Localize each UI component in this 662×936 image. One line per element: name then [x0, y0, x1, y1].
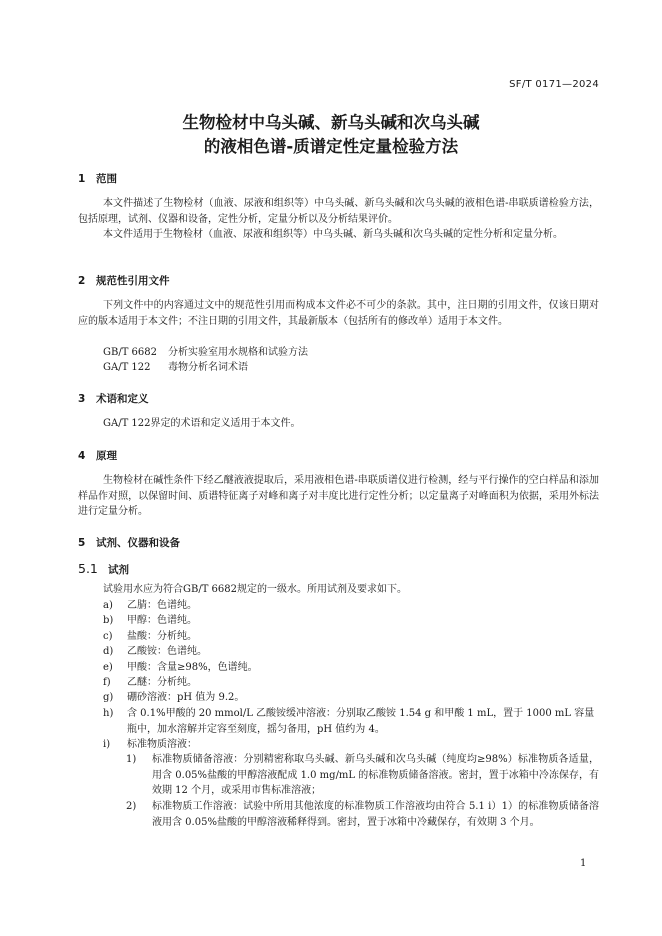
section-title: 试剂、仪器和设备 — [96, 537, 180, 549]
section-1-paragraph-2: 本文件适用于生物检材（血液、尿液和组织等）中乌头碱、新乌头碱和次乌头碱的定性分析和定量分析。 — [103, 229, 563, 240]
list-item — [103, 690, 599, 706]
list-item — [103, 660, 599, 676]
reference-code: GB/T 6682 — [103, 347, 158, 358]
page-number: 1 — [580, 858, 587, 869]
document-title-line-1: 生物检材中乌头碱、新乌头碱和次乌头碱 — [182, 113, 480, 132]
list-text: 乙醚：分析纯。 — [127, 677, 197, 688]
section-5-heading — [78, 535, 180, 550]
list-marker: a) — [103, 600, 113, 611]
section-4-heading — [78, 448, 117, 463]
list-item — [103, 598, 599, 614]
list-marker: e) — [103, 662, 113, 673]
section-1-paragraph-1: 本文件描述了生物检材（血液、尿液和组织等）中乌头碱、新乌头碱和次乌头碱的液相色谱-串联质谱检验方法，包括原理，试剂、仪器和设备，定性分析，定量分析以及分析结果评价。 — [78, 198, 599, 225]
list-marker: c) — [103, 631, 113, 642]
sub-list-item — [126, 752, 599, 799]
list-item — [103, 613, 599, 629]
section-title: 规范性引用文件 — [96, 275, 170, 287]
list-marker: h) — [103, 708, 114, 719]
reference-code: GA/T 122 — [103, 362, 151, 373]
section-number: 1 — [78, 173, 86, 185]
document-title-line-2: 的液相色谱-质谱定性定量检验方法 — [203, 137, 459, 156]
list-text: 标准物质溶液： — [127, 739, 197, 750]
list-item — [103, 629, 599, 645]
list-text: 硼砂溶液：pH 值为 9.2。 — [127, 692, 245, 703]
section-number: 2 — [78, 275, 86, 287]
reference-title: 毒物分析名词术语 — [168, 362, 248, 373]
list-item — [103, 706, 599, 737]
sub-list-item — [126, 799, 599, 830]
standard-number: SF/T 0171—2024 — [509, 79, 599, 90]
section-4-paragraph-1: 生物检材在碱性条件下经乙醚液液提取后，采用液相色谱-串联质谱仪进行检测，经与平行操作的空白样品和添加样品作对照，以保留时间、质谱特征离子对峰和离子对丰度比进行定性分析；以定量离子对峰面积为依据，采用外标法进行定量分析。 — [78, 475, 599, 517]
list-item — [103, 737, 599, 753]
list-marker: g) — [103, 692, 114, 703]
list-marker: f) — [103, 677, 111, 688]
section-1-heading — [78, 171, 117, 186]
section-number: 4 — [78, 450, 86, 462]
list-text: 甲醇：色谱纯。 — [127, 615, 197, 626]
list-item — [103, 675, 599, 691]
section-title: 术语和定义 — [96, 393, 149, 405]
list-marker: d) — [103, 646, 114, 657]
list-text: 标准物质储备溶液：分别精密称取乌头碱、新乌头碱和次乌头碱（纯度均≥98%）标准物质各适量，用含 0.05%盐酸的甲醇溶液配成 1.0 mg/mL 的标准物质储备溶液。密封，置于冰箱中冷冻保存，有效期 12 个月，或采用市售标准溶液； — [152, 754, 599, 796]
list-text: 乙腈：色谱纯。 — [127, 600, 197, 611]
list-text: 乙酸铵：色谱纯。 — [127, 646, 207, 657]
section-5-1-heading — [78, 561, 129, 577]
list-marker: i) — [103, 739, 111, 750]
section-3-heading — [78, 391, 149, 406]
list-marker: b) — [103, 615, 114, 626]
list-text: 含 0.1%甲酸的 20 mmol/L 乙酸铵缓冲溶液：分别取乙酸铵 1.54 g 和甲酸 1 mL，置于 1000 mL 容量瓶中，加水溶解并定容至刻度，摇匀备用，pH 值约为 4。 — [127, 708, 595, 735]
section-2-heading — [78, 273, 170, 288]
reagents-intro: 试验用水应为符合GB/T 6682规定的一级水。所用试剂及要求如下。 — [103, 584, 408, 595]
list-text: 盐酸：分析纯。 — [127, 631, 197, 642]
section-number: 5 — [78, 537, 86, 549]
reference-title: 分析实验室用水规格和试验方法 — [168, 347, 308, 358]
normative-reference — [103, 360, 248, 376]
list-marker: 2) — [126, 801, 137, 812]
section-2-paragraph-1: 下列文件中的内容通过文中的规范性引用而构成本文件必不可少的条款。其中，注日期的引用文件，仅该日期对应的版本适用于本文件；不注日期的引用文件，其最新版本（包括所有的修改单）适用于本文件。 — [78, 300, 599, 327]
normative-reference — [103, 345, 308, 361]
section-number: 3 — [78, 393, 86, 405]
section-3-paragraph-1: GA/T 122界定的术语和定义适用于本文件。 — [103, 418, 301, 429]
section-title: 范围 — [96, 173, 117, 185]
list-text: 标准物质工作溶液：试验中所用其他浓度的标准物质工作溶液均由符合 5.1 i）1）的标准物质储备溶液用含 0.05%盐酸的甲醇溶液稀释得到。密封，置于冰箱中冷藏保存，有效期 3 个月。 — [152, 801, 599, 828]
list-text: 甲酸：含量≥98%，色谱纯。 — [127, 662, 258, 673]
section-title: 原理 — [96, 450, 117, 462]
section-title: 试剂 — [108, 564, 129, 576]
list-item — [103, 644, 599, 660]
list-marker: 1) — [126, 754, 137, 765]
section-number: 5.1 — [78, 561, 98, 576]
